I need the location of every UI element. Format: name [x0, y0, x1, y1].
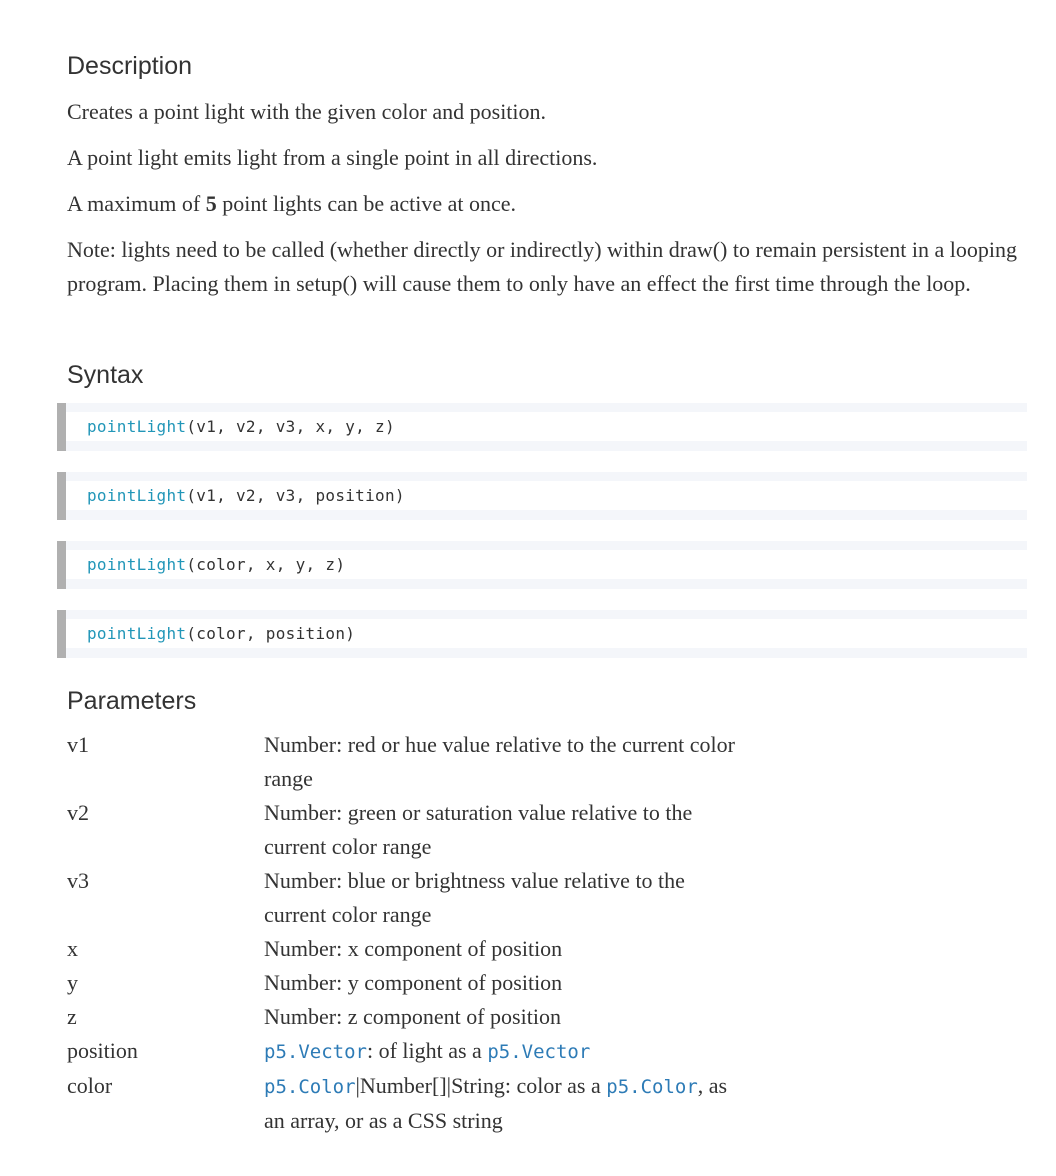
syntax-code-4 — [87, 623, 355, 645]
syntax-heading: Syntax — [67, 361, 144, 389]
max-lights-count: 5 — [205, 191, 217, 216]
param-description: Number: z component of position — [264, 1004, 561, 1029]
param-name: position — [67, 1038, 138, 1063]
function-args: (color, position) — [186, 624, 356, 643]
parameters-heading: Parameters — [67, 687, 197, 715]
syntax-code-1 — [87, 416, 395, 438]
description-note: Note: lights need to be called (whether directly or indirectly) within draw() to remain persistent in a looping program. Placing them in setup() will cause them to only have an effect the first time through the loop. — [67, 237, 1017, 296]
param-desc-text: : of light as a — [366, 1038, 488, 1063]
function-name: pointLight — [87, 417, 187, 436]
syntax-code-2 — [87, 485, 405, 507]
p5-vector-type-link[interactable]: p5.Vector — [264, 1041, 367, 1063]
p5-color-type-link[interactable]: p5.Color — [264, 1076, 356, 1098]
param-desc-tail: , as an array, or as a CSS string — [264, 1073, 728, 1133]
param-name: v2 — [67, 800, 89, 825]
param-name: v1 — [67, 732, 89, 757]
syntax-block-2[interactable] — [57, 472, 1027, 520]
description-paragraph-1: Creates a point light with the given color and position. — [67, 99, 547, 124]
function-args: (color, x, y, z) — [186, 555, 346, 574]
function-name: pointLight — [87, 624, 187, 643]
syntax-block-1[interactable] — [57, 403, 1027, 451]
function-args: (v1, v2, v3, position) — [186, 486, 405, 505]
param-description: Number: x component of position — [264, 936, 563, 961]
param-description — [264, 1034, 744, 1069]
param-description: Number: blue or brightness value relative to the current color range — [264, 868, 685, 927]
function-name: pointLight — [87, 555, 187, 574]
description-paragraph-2: A point light emits light from a single point in all directions. — [67, 145, 598, 170]
param-description: Number: y component of position — [264, 970, 563, 995]
param-name: x — [67, 936, 78, 961]
max-lights-prefix: A maximum of — [67, 191, 206, 216]
p5-color-link[interactable]: p5.Color — [606, 1076, 698, 1098]
syntax-block-3[interactable] — [57, 541, 1027, 589]
param-name: color — [67, 1073, 113, 1098]
description-heading: Description — [67, 52, 193, 80]
description-paragraph-3 — [67, 187, 1032, 221]
p5-vector-link[interactable]: p5.Vector — [487, 1041, 591, 1063]
param-name: z — [67, 1004, 77, 1029]
param-description: Number: green or saturation value relative to the current color range — [264, 800, 693, 859]
function-args: (v1, v2, v3, x, y, z) — [186, 417, 395, 436]
function-name: pointLight — [87, 486, 187, 505]
param-name: y — [67, 970, 78, 995]
param-name: v3 — [67, 868, 89, 893]
param-description — [264, 1069, 744, 1138]
param-desc-text: |Number[]|String: color as a — [355, 1073, 607, 1098]
syntax-block-4[interactable] — [57, 610, 1027, 658]
syntax-code-3 — [87, 554, 345, 576]
param-description: Number: red or hue value relative to the current color range — [264, 732, 735, 791]
max-lights-suffix: point lights can be active at once. — [216, 191, 517, 216]
